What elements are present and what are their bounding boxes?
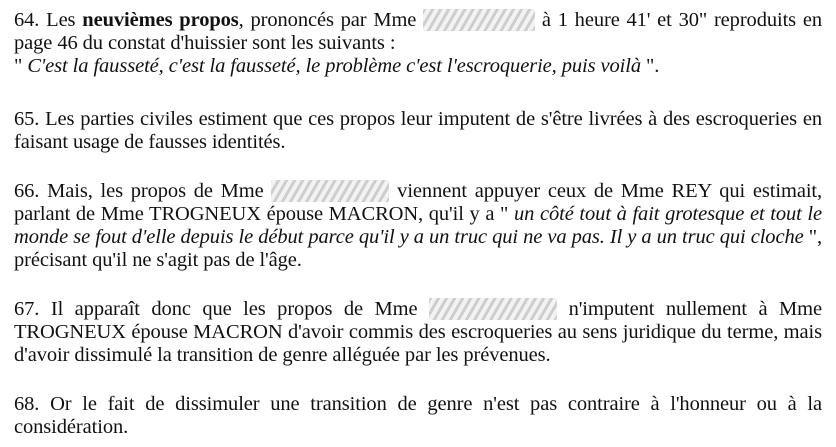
paragraph-66 xyxy=(14,180,822,272)
redaction-block xyxy=(423,9,535,31)
paragraph-number: 66. xyxy=(14,180,40,202)
paragraph-text: Les parties civiles estiment que ces propos leur imputent de s'être livrées à des escroqueries en faisant usage de fausses identités. xyxy=(14,108,822,153)
paragraph-text: viennent appuyer ceux de Mme REY qui estimait, parlant de Mme TROGNEUX épouse MACRON, qu'il y a " xyxy=(14,180,823,225)
redaction-block xyxy=(271,180,389,202)
paragraph-65 xyxy=(14,108,822,154)
paragraph-number: 65. xyxy=(14,108,40,130)
paragraph-number: 68. xyxy=(14,393,40,415)
paragraph-text: à 1 heure 41' et 30" reproduits en page 46 du constat d'huissier sont les suivants : xyxy=(14,9,823,54)
paragraph-text: ", précisant qu'il ne s'agit pas de l'âge. xyxy=(14,226,822,271)
paragraph-64 xyxy=(14,9,822,78)
paragraph-number: 64. xyxy=(14,9,40,31)
paragraph-68 xyxy=(14,393,822,439)
paragraph-text: Or le fait de dissimuler une transition de genre n'est pas contraire à l'honneur ou à la considération. xyxy=(14,393,822,438)
paragraph-text: , prononcés par Mme xyxy=(238,9,417,31)
quoted-speech: un côté tout à fait grotesque et tout le monde se fout d'elle depuis le début parce qu'il y a un truc qui ne va pas. Il y a un truc qui cloche xyxy=(14,203,822,248)
quoted-speech: C'est la fausseté, c'est la fausseté, le problème c'est l'escroquerie, puis voilà xyxy=(27,55,641,77)
quote-mark: ". xyxy=(646,55,660,77)
paragraph-text: n'imputent nullement à Mme TROGNEUX épouse MACRON d'avoir commis des escroqueries au sens juridique du terme, mais d'avoir dissimulé la transition de genre alléguée par les prévenues. xyxy=(14,298,822,366)
paragraph-67 xyxy=(14,298,822,367)
paragraph-number: 67. xyxy=(14,298,40,320)
quote-mark: " xyxy=(14,55,23,77)
paragraph-text: Les xyxy=(46,9,76,31)
paragraph-text: Il apparaît donc que les propos de Mme xyxy=(50,298,418,320)
redaction-block xyxy=(429,298,557,320)
paragraph-text: Mais, les propos de Mme xyxy=(47,180,264,202)
bold-emphasis: neuvièmes propos xyxy=(82,9,239,31)
